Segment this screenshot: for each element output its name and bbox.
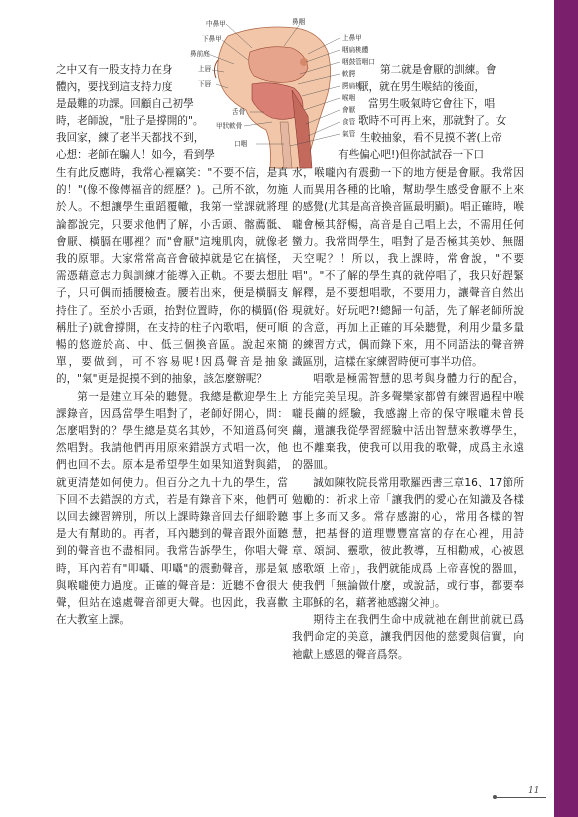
right-paragraph-2: 唱歌是極需智慧的思考與身體力行的配合，方能完美呈現。許多聲樂家都曾有練習過程中喉嚨長繭的經驗，我感謝上帝的保守喉嚨未曾長繭，還讓我從學習經驗中活出智慧來教導學生，也不離棄我，使我可以用我的歌聲，成爲主永遠的器皿。 bbox=[292, 373, 524, 472]
right-intro-line: 第二就是會厭的訓練。會 bbox=[380, 64, 497, 76]
left-intro-line: 我回家，練了老半天都找不到， bbox=[56, 132, 205, 144]
right-intro-line: 歌時不可再上來，那就對了。女 bbox=[358, 115, 507, 127]
label-inferior-turbinate: 下鼻甲 bbox=[202, 35, 222, 43]
right-intro-lines bbox=[292, 62, 524, 165]
right-intro-line: 有些偏心吧!)但你試試吞一下口 bbox=[338, 149, 485, 161]
right-intro-line: 當男生吸氣時它會往下，唱 bbox=[368, 98, 496, 110]
right-paragraph-1: 水，喉嚨內有震動一下的地方便是會厭。我常因人而異用各種的比喻，幫助學生感受會厭不上來的感覺(尤其是高音換音區最明顯)。唱正確時，喉嚨會極其舒暢，高音是自己唱上去，不需用任何蠻力。我常問學生，唱對了是否極其美妙、無闊天空呢？！所以，我上課時，常會說，"不要唱"。"不了解的學生真的就停唱了，我只好趕緊解釋，是不要想唱歌，不要用力，讓聲音自然出現就好。好玩吧?!總歸一句話，先了解老師所說的含意，再加上正確的耳朵聽覺，利用少量多量的練習方式，偶而錄下來，用不同語法的聲音辨識區別，這樣在家練習時便可事半功倍。 bbox=[292, 167, 524, 369]
label-lower-lip: 下唇 bbox=[198, 80, 212, 88]
label-soft-palate: 軟腭 bbox=[342, 70, 356, 78]
label-upper-lip: 上唇 bbox=[198, 65, 212, 73]
right-intro-line: 厭，就在男生喉結的後面， bbox=[358, 81, 486, 93]
label-nasopharynx: 鼻咽 bbox=[292, 18, 306, 26]
label-thyroid-cartilage: 甲狀軟骨 bbox=[216, 122, 243, 130]
label-esophagus: 食管 bbox=[342, 118, 356, 126]
left-paragraph-1: 生有此反應時，我常心裡竊笑："不要不信，是真的！"(像不像傳福音的經歷？)。己所不欲，勿施於人。不想讓學生重蹈覆轍，我第一堂課就將理論都說完，只要求他們了解，小舌頭、髂薦骶、會厭、橫膈在哪裡？而"會厭"這塊肌肉，就像老我的原罪。大家常常高音會破掉就是它在搞怪，需憑藉意志力與訓練才能導入正軌。不要去想肚子，只可偶而插腰檢查。腰若出來，便是橫膈支持住了。至於小舌頭，抬對位置時，你的橫膈(俗稱肚子)就會撐開，在支持的柱子內歌唱，便可順暢的悠遊於高、中、低三個換音區。說起來簡單，要做到，可不容易呢!因爲聲音是抽象的，"氣"更是捉摸不到的抽象，該怎麼辦呢？ bbox=[56, 167, 288, 386]
label-trachea: 氣管 bbox=[342, 130, 356, 138]
label-tonsil: 腭扁桃 bbox=[342, 82, 362, 90]
left-intro-lines bbox=[56, 62, 288, 165]
label-hyoid: 舌骨 bbox=[232, 108, 246, 116]
label-adenoid: 咽扁桃體 bbox=[342, 46, 369, 54]
label-oropharynx: 口咽 bbox=[234, 140, 248, 148]
page-number-rule bbox=[496, 797, 546, 798]
label-middle-turbinate: 中鼻甲 bbox=[206, 20, 226, 28]
left-intro-line: 心想：老師在騙人！如今，看到學 bbox=[56, 149, 215, 161]
right-column bbox=[292, 62, 524, 664]
left-intro-line: 體內，要找到這支持力度 bbox=[56, 81, 173, 93]
label-epiglottis: 會厭 bbox=[342, 106, 356, 114]
right-intro-line: 生較抽象，看不見摸不著(上帝 bbox=[360, 132, 502, 144]
left-intro-line: 是最難的功課。回顧自己初學 bbox=[56, 98, 194, 110]
left-intro-line: 時，老師說，"肚子是撐開的"。 bbox=[56, 115, 204, 127]
left-column bbox=[56, 62, 288, 629]
label-nasal-vestibule: 鼻前庭 bbox=[190, 50, 210, 58]
page-number: 11 bbox=[528, 786, 540, 796]
label-eustachian: 咽鼓管咽口 bbox=[342, 58, 375, 66]
label-superior-turbinate: 上鼻甲 bbox=[342, 34, 362, 42]
label-laryngopharynx: 喉咽 bbox=[342, 94, 356, 102]
left-paragraph-2: 第一是建立耳朵的聽覺。我總是歡迎學生上課錄音，因爲當學生唱對了，老師好開心，問：怎麼唱對的？學生總是莫名其妙，不知道爲何突然唱對。我請他們再用原來錯誤方式唱一次，他們也回不去。原本是希望學生如果知道對與錯，就更清楚如何使力。但百分之九十九的學生，當下回不去錯誤的方式，若是有錄音下來，他們可以回去練習辨別，所以上課時錄音回去仔細聆聽是大有幫助的。再者，耳內聽到的聲音跟外面聽到的聲音也不盡相同。我常告訴學生，你唱大聲時，耳內若有"叩囁、叩囁"的震動聲音，那是氣與喉嚨使力過度。正確的聲音是：近聽不會很大聲，但站在遠處聲音卻更大聲。也因此，我喜歡在大教室上課。 bbox=[56, 390, 288, 627]
left-intro-line: 之中又有一股支持力在身 bbox=[56, 64, 173, 76]
right-paragraph-4: 期待主在我們生命中成就祂在創世前就已爲我們命定的美意，讓我們因他的慈愛與信實，向祂獻上感恩的聲音爲祭。 bbox=[292, 614, 524, 661]
right-paragraph-3: 誠如陳牧院長常用歌羅西書三章16、17節所勉勵的：祈求上帝「讓我們的愛心在知識及各樣事上多而又多。常存感謝的心，常用各樣的智慧，把基督的道理豐豐富富的存在心裡，用詩章、頌詞、靈歌，彼此教導，互相勸戒，心被恩感歌頌 上帝」，我們就能成爲 上帝喜悅的器皿，使我們「無論做什麼，或說話，或行事，都要奉主耶穌的名，藉著祂感謝父神」。 bbox=[292, 476, 524, 610]
side-color-bar bbox=[554, 0, 578, 817]
